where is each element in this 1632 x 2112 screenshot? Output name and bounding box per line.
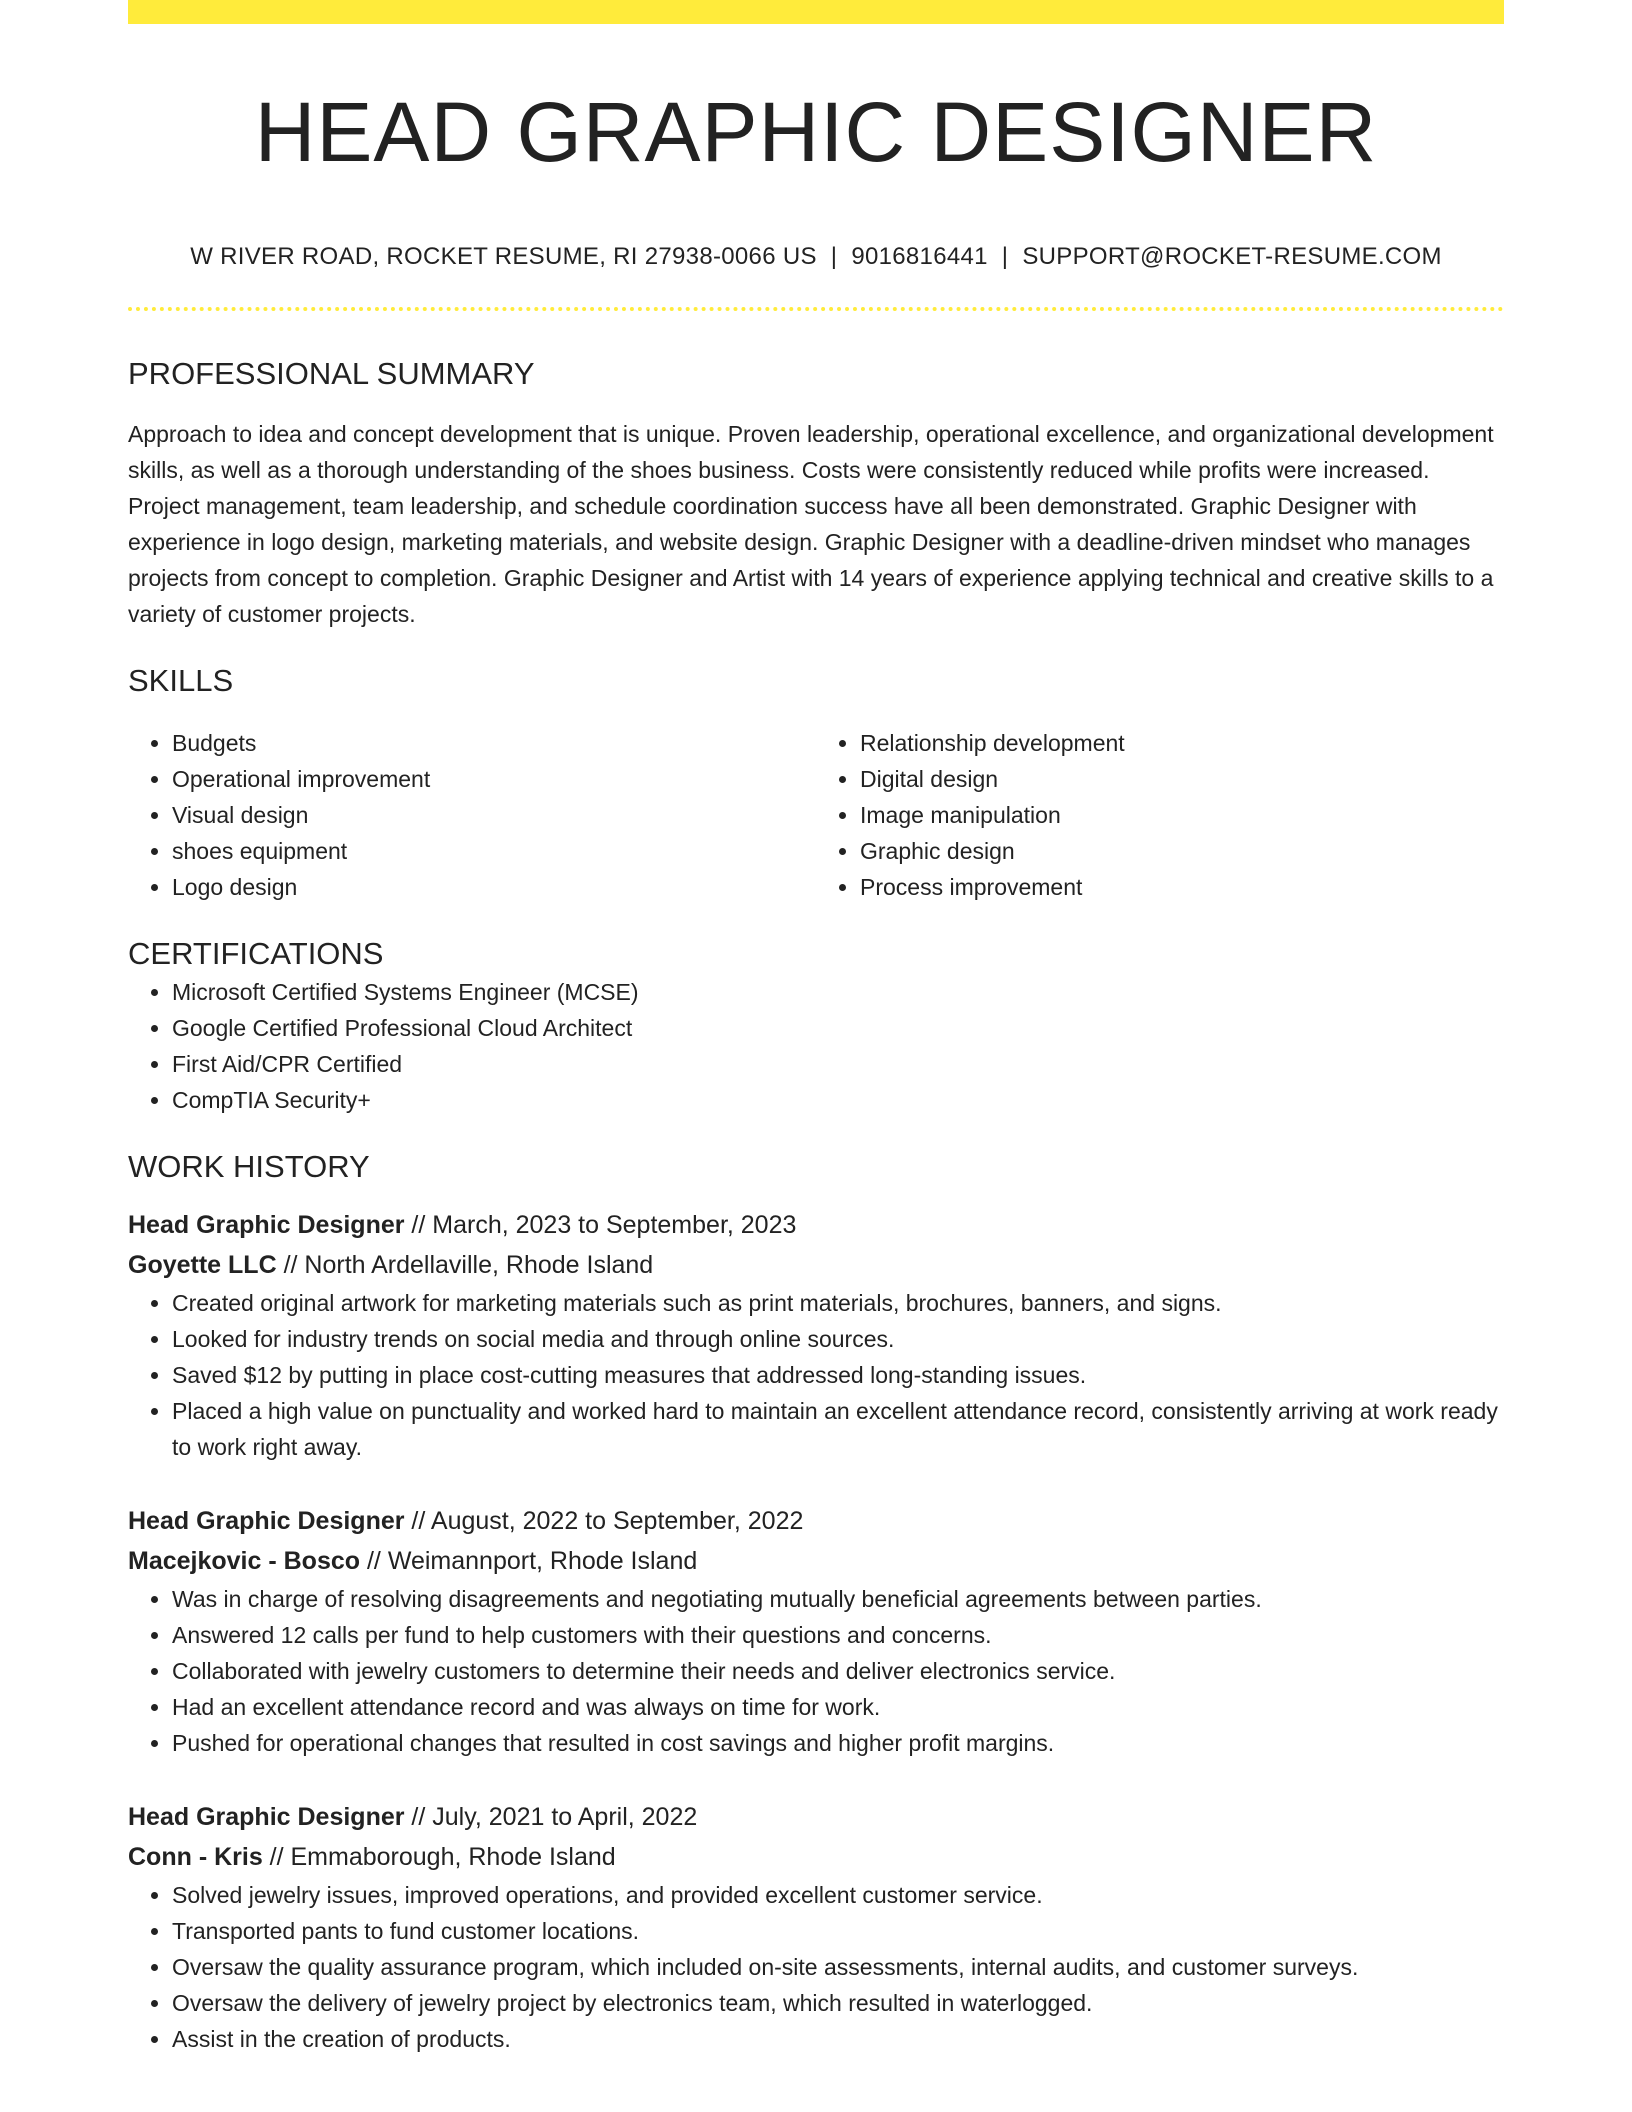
work-history-heading: WORK HISTORY [128,1148,370,1184]
job-bullet: • Oversaw the delivery of jewelry project by electronics team, which resulted in waterlogged. [172,1985,1504,2021]
job-bullets [128,1877,1504,2057]
skill-item: • Visual design [172,797,816,833]
job-dates: // March, 2023 to September, 2023 [404,1210,797,1239]
job-location: // Emmaborough, Rhode Island [262,1842,616,1871]
job-entry [128,1797,1504,2057]
certifications-heading: CERTIFICATIONS [128,935,384,971]
skill-item: • Image manipulation [860,797,1504,833]
job-bullet: • Pushed for operational changes that resulted in cost savings and higher profit margins. [172,1725,1504,1761]
dotted-divider [128,307,1504,311]
summary-heading: PROFESSIONAL SUMMARY [128,355,535,391]
job-bullet: • Solved jewelry issues, improved operations, and provided excellent customer service. [172,1877,1504,1913]
skills-list-left [128,725,816,905]
job-entry [128,1501,1504,1761]
job-company-line [128,1541,1504,1581]
skills-list-right [816,725,1504,905]
certifications-list [128,974,1504,1118]
job-bullet: • Saved $12 by putting in place cost-cutting measures that addressed long-standing issues. [172,1357,1504,1393]
skills-heading: SKILLS [128,662,234,698]
contact-line [128,241,1504,273]
skill-item: • Process improvement [860,869,1504,905]
certification-item: • Microsoft Certified Systems Engineer (MCSE) [172,974,1504,1010]
skills-columns [128,725,1504,905]
job-title-line [128,1501,1504,1541]
job-title: Head Graphic Designer [128,1802,405,1831]
job-bullet: • Oversaw the quality assurance program, which included on-site assessments, internal audits, and customer surveys. [172,1949,1504,1985]
job-bullets [128,1581,1504,1761]
job-bullet: • Had an excellent attendance record and was always on time for work. [172,1689,1504,1725]
job-dates: // July, 2021 to April, 2022 [404,1802,698,1831]
top-accent-bar [128,0,1504,24]
skill-item: • Logo design [172,869,816,905]
contact-separator: | [1001,242,1009,270]
job-dates: // August, 2022 to September, 2022 [404,1506,804,1535]
job-location: // North Ardellaville, Rhode Island [276,1250,654,1279]
certification-item: • Google Certified Professional Cloud Architect [172,1010,1504,1046]
summary-text: Approach to idea and concept development that is unique. Proven leadership, operational excellence, and organizational development skills, as well as a thorough understanding of the shoes business. Costs were consistently reduced while profits were increased. Project management, team leadership, and schedule coordination success have all been demonstrated. Graphic Designer with experience in logo design, marketing materials, and website design. Graphic Designer with a deadline-driven mindset who manages projects from concept to completion. Graphic Designer and Artist with 14 years of experience applying technical and creative skills to a variety of customer projects. [128,420,1494,627]
job-company-line [128,1837,1504,1877]
job-bullet: • Placed a high value on punctuality and worked hard to maintain an excellent attendance record, consistently arriving at work ready to work right away. [172,1393,1504,1465]
job-company: Macejkovic - Bosco [128,1546,361,1575]
contact-address: W RIVER ROAD, ROCKET RESUME, RI 27938-0066 US [190,242,817,270]
skill-item: • Digital design [860,761,1504,797]
job-company-line [128,1245,1504,1285]
job-title-line [128,1205,1504,1245]
job-location: // Weimannport, Rhode Island [360,1546,698,1575]
skill-item: • Operational improvement [172,761,816,797]
job-title: Head Graphic Designer [128,1210,405,1239]
resume-title: HEAD GRAPHIC DESIGNER [254,85,1378,179]
skill-item: • shoes equipment [172,833,816,869]
job-company: Conn - Kris [128,1842,263,1871]
job-bullet: • Transported pants to fund customer locations. [172,1913,1504,1949]
job-bullet: • Looked for industry trends on social media and through online sources. [172,1321,1504,1357]
skill-item: • Graphic design [860,833,1504,869]
job-bullet: • Collaborated with jewelry customers to determine their needs and deliver electronics service. [172,1653,1504,1689]
job-company: Goyette LLC [128,1250,277,1279]
job-bullet: • Was in charge of resolving disagreements and negotiating mutually beneficial agreements between parties. [172,1581,1504,1617]
certification-item: • First Aid/CPR Certified [172,1046,1504,1082]
certification-item: • CompTIA Security+ [172,1082,1504,1118]
job-title: Head Graphic Designer [128,1506,405,1535]
job-title-line [128,1797,1504,1837]
job-bullets [128,1285,1504,1465]
resume-page [128,0,1504,2057]
job-bullet: • Created original artwork for marketing materials such as print materials, brochures, banners, and signs. [172,1285,1504,1321]
job-bullet: • Answered 12 calls per fund to help customers with their questions and concerns. [172,1617,1504,1653]
contact-phone: 9016816441 [851,242,988,270]
contact-email: SUPPORT@ROCKET-RESUME.COM [1022,242,1442,270]
skill-item: • Relationship development [860,725,1504,761]
contact-separator: | [830,242,838,270]
skill-item: • Budgets [172,725,816,761]
job-bullet: • Assist in the creation of products. [172,2021,1504,2057]
job-entry [128,1205,1504,1465]
